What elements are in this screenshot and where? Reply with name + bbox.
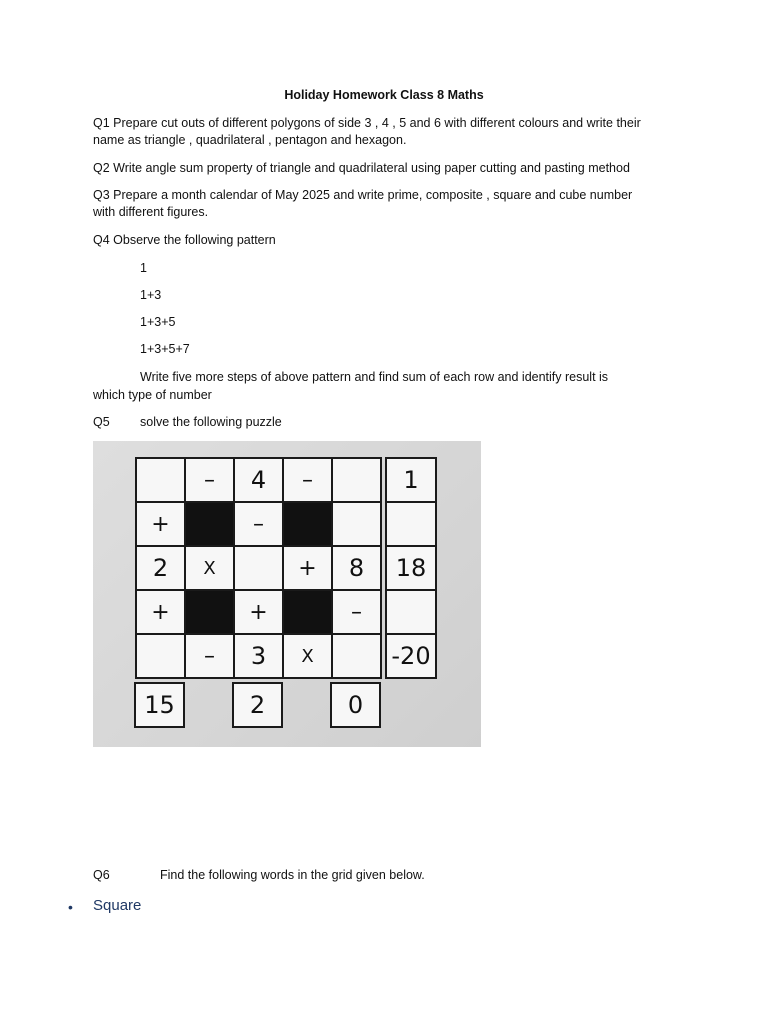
q5-label: Q5 bbox=[93, 415, 110, 429]
q6-label: Q6 bbox=[93, 868, 110, 882]
q4-pattern-row: 1+3 bbox=[140, 288, 162, 302]
puzzle-row-result bbox=[385, 501, 437, 547]
puzzle-cell: + bbox=[135, 501, 186, 547]
puzzle-cell: – bbox=[184, 633, 235, 679]
q4-intro: Q4 Observe the following pattern bbox=[93, 233, 276, 247]
puzzle-cell bbox=[331, 457, 382, 503]
word-list-item: Square bbox=[93, 897, 142, 914]
q4-pattern-row: 1 bbox=[140, 261, 147, 275]
q5-text: solve the following puzzle bbox=[140, 415, 282, 429]
q4-instruction-line1: Write five more steps of above pattern and find sum of each row and identify result is bbox=[140, 370, 609, 384]
puzzle-column-result: 0 bbox=[330, 682, 381, 728]
puzzle-cell: – bbox=[282, 457, 333, 503]
puzzle-cell: + bbox=[282, 545, 333, 591]
puzzle-cell: 4 bbox=[233, 457, 284, 503]
puzzle-cell: 2 bbox=[135, 545, 186, 591]
puzzle-cell: X bbox=[282, 633, 333, 679]
puzzle-cell: – bbox=[331, 589, 382, 635]
q1-line1: Q1 Prepare cut outs of different polygons of side 3 , 4 , 5 and 6 with different colours and write their bbox=[93, 116, 641, 130]
puzzle-cell bbox=[331, 633, 382, 679]
puzzle-column-result: 15 bbox=[134, 682, 185, 728]
puzzle-blank-cell bbox=[282, 501, 333, 547]
puzzle-cell bbox=[135, 633, 186, 679]
puzzle-row-result bbox=[385, 589, 437, 635]
puzzle-cell: 8 bbox=[331, 545, 382, 591]
q6-text: Find the following words in the grid given below. bbox=[160, 868, 425, 882]
puzzle-cell: + bbox=[135, 589, 186, 635]
puzzle-cell: + bbox=[233, 589, 284, 635]
puzzle-column-result: 2 bbox=[232, 682, 283, 728]
bullet-icon: • bbox=[68, 899, 73, 915]
puzzle-row-result: -20 bbox=[385, 633, 437, 679]
puzzle-cell: – bbox=[184, 457, 235, 503]
page-title: Holiday Homework Class 8 Maths bbox=[284, 88, 484, 102]
puzzle-cell bbox=[331, 501, 382, 547]
puzzle-blank-cell bbox=[282, 589, 333, 635]
puzzle-cell: – bbox=[233, 501, 284, 547]
puzzle-blank-cell bbox=[184, 589, 235, 635]
q4-pattern-row: 1+3+5 bbox=[140, 315, 176, 329]
puzzle-cell: X bbox=[184, 545, 235, 591]
puzzle-row-result: 18 bbox=[385, 545, 437, 591]
puzzle-cell bbox=[135, 457, 186, 503]
q3-line1: Q3 Prepare a month calendar of May 2025 and write prime, composite , square and cube number bbox=[93, 188, 633, 202]
puzzle-photo bbox=[93, 441, 481, 747]
puzzle-cell bbox=[233, 545, 284, 591]
q2-text: Q2 Write angle sum property of triangle and quadrilateral using paper cutting and pasting method bbox=[93, 161, 630, 175]
puzzle-row-result: 1 bbox=[385, 457, 437, 503]
puzzle-blank-cell bbox=[184, 501, 235, 547]
q4-instruction-line2: which type of number bbox=[93, 388, 212, 402]
puzzle-cell: 3 bbox=[233, 633, 284, 679]
q4-pattern-row: 1+3+5+7 bbox=[140, 342, 190, 356]
q1-line2: name as triangle , quadrilateral , pentagon and hexagon. bbox=[93, 133, 407, 147]
q3-line2: with different figures. bbox=[93, 205, 209, 219]
